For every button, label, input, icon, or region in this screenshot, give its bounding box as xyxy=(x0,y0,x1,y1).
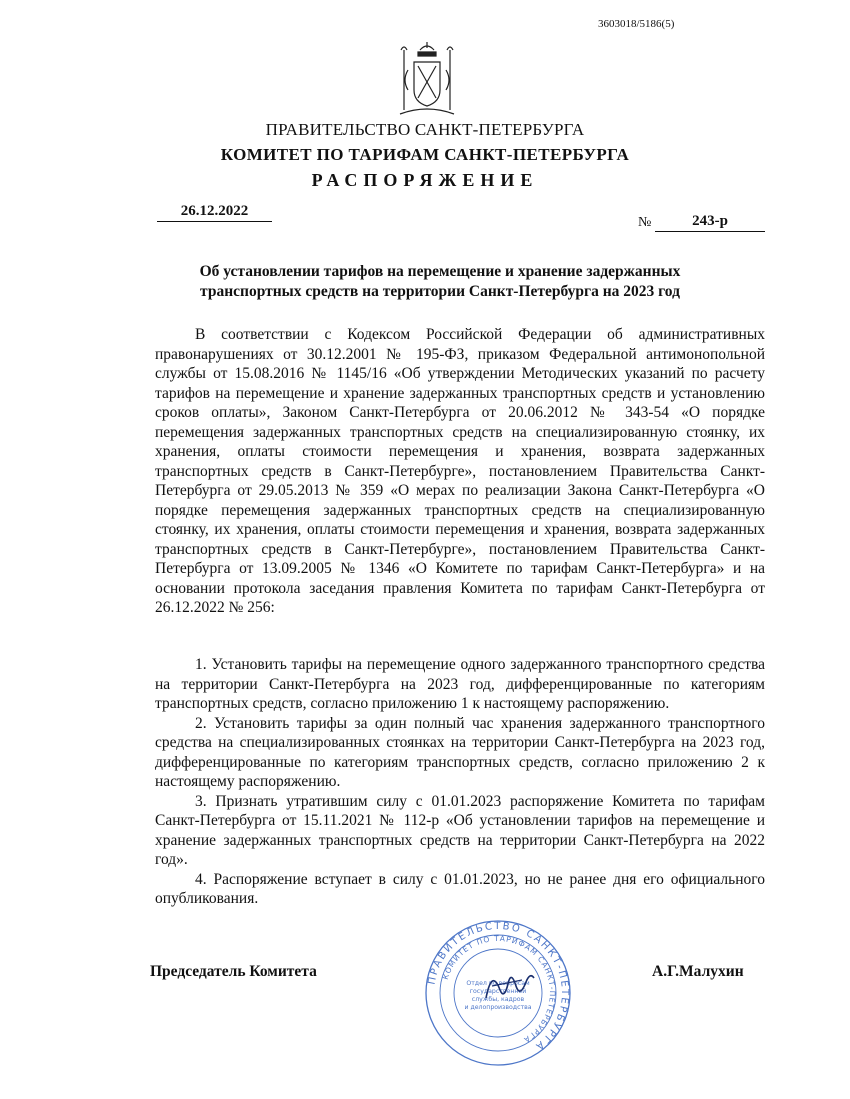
preamble-paragraph: В соответствии с Кодексом Российской Федерации об административных правонарушениях от 30.12.2001 № 195-ФЗ, приказом Федеральной антимонопольной службы от 15.08.2016 № 1145/16 «Об утверждении Методических указаний по расчету тарифов на перемещение и хранение задержанных транспортных средств и установлению сроков оплаты», Законом Санкт-Петербурга от 20.06.2012 № 343-54 «О порядке перемещения задержанных транспортных средств на специализированную стоянку, их хранения, оплаты стоимости перемещения и хранения, возврата задержанных транспортных средств в Санкт-Петербурге», постановлением Правительства Санкт-Петербурга от 29.05.2013 № 359 «О мерах по реализации Закона Санкт-Петербурга «О порядке перемещения задержанных транспортных средств на специализированную стоянку, их хранения, оплаты стоимости перемещения и хранения, возврата задержанных транспортных средств в Санкт-Петербурге», постановлением Правительства Санкт-Петербурга от 13.09.2005 № 1346 «О Комитете по тарифам Санкт-Петербурга» и на основании протокола заседания правления Комитета по тарифам Санкт-Петербурга от 26.12.2022 № 256: xyxy=(155,326,765,616)
order-number: 243-р xyxy=(655,213,765,232)
order-item: 2. Установить тарифы за один полный час хранения задержанного транспортного средства на специализированных стоянках на территории Санкт-Петербурга на 2023 год, дифференцированные по категориям транспортных средств, согласно приложению 2 к настоящему распоряжению. xyxy=(155,714,765,790)
order-date: 26.12.2022 xyxy=(157,203,272,222)
document-type-title: РАСПОРЯЖЕНИЕ xyxy=(311,170,539,190)
coat-of-arms-icon xyxy=(396,40,458,120)
handwritten-signature-icon xyxy=(478,960,538,1010)
order-subject: Об установлении тарифов на перемещение и хранение задержанных транспортных средств на территории Санкт-Петербурга на 2023 год xyxy=(199,263,681,300)
stamp-center-line: государственной xyxy=(469,988,527,995)
order-item: 1. Установить тарифы на перемещение одного задержанного транспортного средства на территории Санкт-Петербурга на 2023 год, дифференцированные по категориям транспортных средств, согласно приложению 1 к настоящему распоряжению. xyxy=(155,656,765,712)
order-item: 4. Распоряжение вступает в силу с 01.01.2023, но не ранее дня его официального опубликования. xyxy=(155,870,765,907)
order-item: 3. Признать утратившим силу с 01.01.2023 распоряжение Комитета по тарифам Санкт-Петербурга от 15.11.2021 № 112-р «Об установлении тарифов на перемещение и хранение задержанных транспортных средств на территории Санкт-Петербурга на 2022 год». xyxy=(155,792,765,868)
stamp-center-line: Отдел по вопросам xyxy=(466,980,530,987)
stamp-outer-text: ПРАВИТЕЛЬСТВО САНКТ-ПЕТЕРБУРГА xyxy=(426,920,571,1053)
order-number-prefix: № xyxy=(638,215,652,230)
signer-name: А.Г.Малухин xyxy=(652,963,744,980)
stamp-inner-text: КОМИТЕТ ПО ТАРИФАМ САНКТ-ПЕТЕРБУРГА xyxy=(440,933,558,1045)
order-items xyxy=(155,655,765,909)
signer-role: Председатель Комитета xyxy=(150,963,317,980)
stamp-center-line: службы, кадров xyxy=(471,996,525,1003)
stamp-center-line: и делопроизводства xyxy=(464,1004,532,1011)
document-registration-number: 3603018/5186(5) xyxy=(598,18,675,30)
government-title: ПРАВИТЕЛЬСТВО САНКТ-ПЕТЕРБУРГА xyxy=(265,120,585,139)
committee-title: КОМИТЕТ ПО ТАРИФАМ САНКТ-ПЕТЕРБУРГА xyxy=(220,145,630,164)
